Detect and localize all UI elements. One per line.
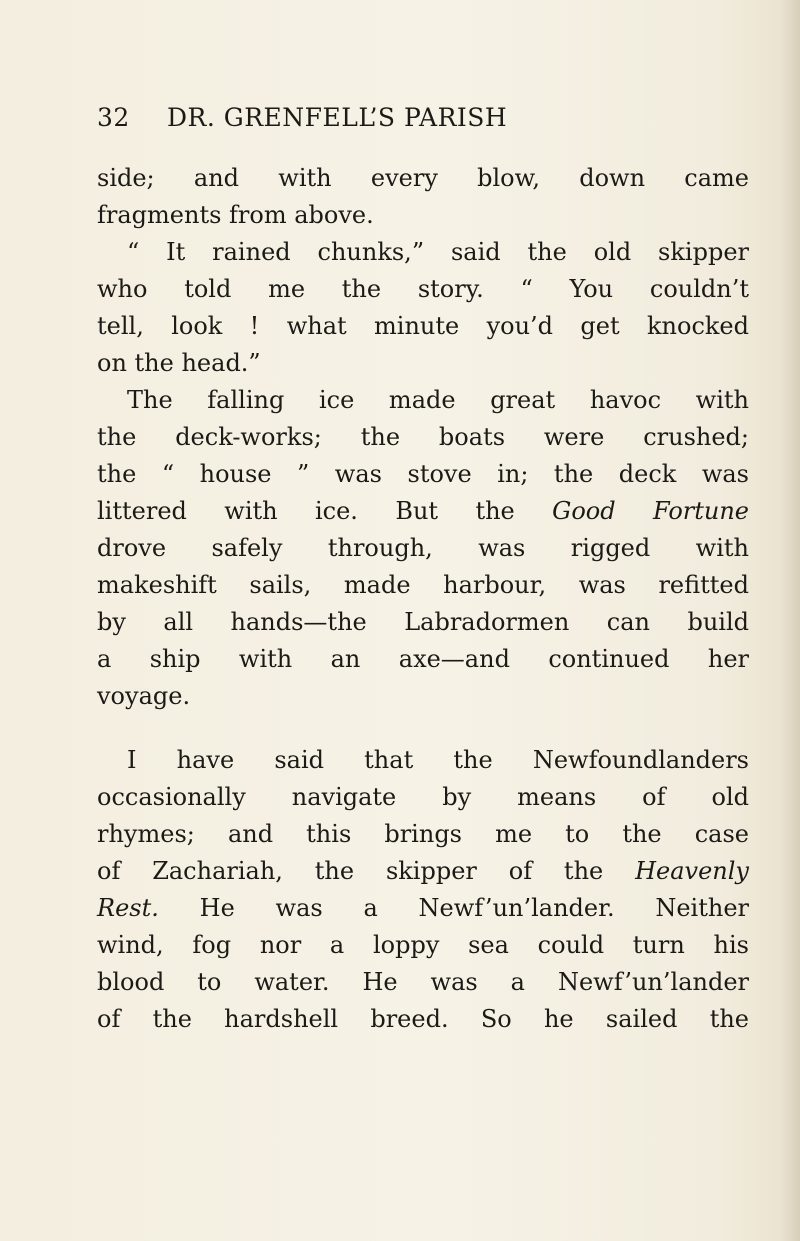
text-line: by all hands—the Labradormen can build [97,608,749,636]
text-line: “ It rained chunks,” said the old skipper [127,238,749,266]
text-line [97,496,749,526]
text-line: occasionally navigate by means of old [97,783,749,811]
text-line: the deck-works; the boats were crushed; [97,423,749,451]
text-line: who told me the story. “ You couldn’t [97,275,749,303]
text-line: The falling ice made great havoc with [127,386,749,414]
text-line: on the head.” [97,349,261,377]
text-line: tell, look ! what minute you’d get knocked [97,312,749,340]
text-line: blood to water. He was a Newf’un’lander [97,968,749,996]
ship-name-rest: Rest. [97,894,159,922]
text-line: fragments from above. [97,201,374,229]
text-line: the “ house ” was stove in; the deck was [97,460,749,488]
text-line: voyage. [97,682,191,710]
text-segment: littered with ice. But the [97,497,553,525]
text-line: I have said that the Newfoundlanders [127,746,749,774]
text-line: side; and with every blow, down came [97,164,749,192]
text-line: wind, fog nor a loppy sea could turn his [97,931,749,959]
text-line: drove safely through, was rigged with [97,534,749,562]
text-line [97,893,749,923]
ship-name-heavenly: Heavenly [635,857,749,885]
page-number: 32 [97,103,130,132]
text-line [97,856,749,886]
text-line: rhymes; and this brings me to the case [97,820,749,848]
running-head [97,103,747,143]
text-line: of the hardshell breed. So he sailed the [97,1005,749,1033]
text-line: a ship with an axe—and continued her [97,645,749,673]
page-edge-shadow [780,0,800,1241]
ship-name-good-fortune: Good Fortune [552,497,750,525]
running-title: DR. GRENFELL’S PARISH [167,103,508,132]
text-line: makeshift sails, made harbour, was refitted [97,571,749,599]
text-segment: He was a Newf’un’lander. Neither [158,894,749,922]
text-segment: of Zachariah, the skipper of the [97,857,636,885]
